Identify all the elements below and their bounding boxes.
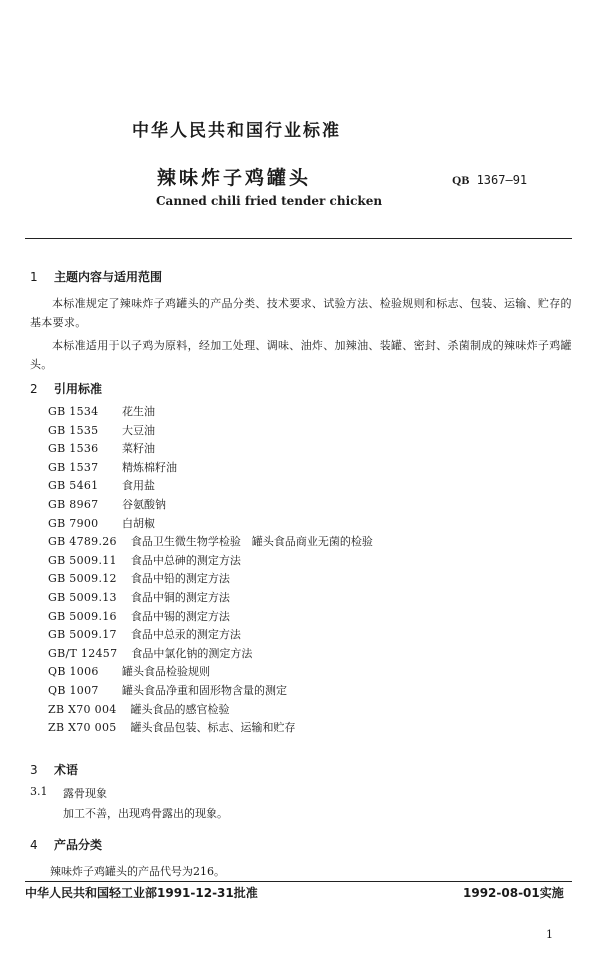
reference-item xyxy=(48,719,373,738)
page-number: 1 xyxy=(546,928,553,941)
reference-name: 食用盐 xyxy=(122,479,155,493)
reference-code: GB 1536 xyxy=(48,442,99,456)
reference-list xyxy=(48,403,373,738)
section-number: 2 xyxy=(30,382,38,396)
reference-item xyxy=(48,459,373,478)
reference-name: 食品中氯化钠的测定方法 xyxy=(131,646,253,660)
section-title: 主题内容与适用范围 xyxy=(54,270,163,284)
reference-item xyxy=(48,589,373,608)
reference-item xyxy=(48,533,373,552)
reference-item xyxy=(48,515,373,534)
reference-name: 谷氨酸钠 xyxy=(122,497,166,511)
reference-code: GB 5009.16 xyxy=(48,609,117,623)
section-1-paragraph-1: 本标准规定了辣味炸子鸡罐头的产品分类、技术要求、试验方法、检验规则和标志、包装、运输、贮存的基本要求。 xyxy=(30,297,572,329)
reference-item xyxy=(48,682,373,701)
reference-item xyxy=(48,552,373,571)
term-definition: 加工不善，出现鸡骨露出的现象。 xyxy=(63,807,228,820)
reference-name: 罐头食品检验规则 xyxy=(122,665,210,679)
section-title: 引用标准 xyxy=(54,382,103,396)
footer-divider xyxy=(25,881,572,882)
reference-name: 食品中锡的测定方法 xyxy=(130,609,230,623)
reference-name: 精炼棉籽油 xyxy=(122,460,177,474)
section-title: 术语 xyxy=(54,763,79,777)
section-4-heading xyxy=(30,836,102,853)
reference-name: 食品中总汞的测定方法 xyxy=(130,628,241,642)
reference-name: 大豆油 xyxy=(122,423,155,437)
reference-name: 食品中总砷的测定方法 xyxy=(130,553,241,567)
section-number: 3 xyxy=(30,763,38,777)
effective-date: 1992-08-01实施 xyxy=(463,886,564,900)
standard-code-prefix: QB xyxy=(452,173,470,187)
standard-code xyxy=(452,173,527,188)
reference-code: GB 8967 xyxy=(48,497,99,511)
reference-code: GB 5009.12 xyxy=(48,572,117,586)
term-name: 露骨现象 xyxy=(63,787,107,800)
reference-name: 花生油 xyxy=(122,405,155,418)
reference-code: GB 1535 xyxy=(48,423,99,437)
section-1-heading xyxy=(30,268,162,285)
reference-code: GB 7900 xyxy=(48,516,99,530)
reference-item xyxy=(48,663,373,682)
reference-item xyxy=(48,403,373,422)
reference-code: GB 5009.13 xyxy=(48,590,117,604)
standard-code-number: 1367—91 xyxy=(476,173,528,187)
reference-code: GB 5461 xyxy=(48,479,99,493)
reference-item xyxy=(48,477,373,496)
reference-code: ZB X70 005 xyxy=(48,721,117,735)
term-number: 3.1 xyxy=(30,785,48,798)
reference-name: 罐头食品的感官检验 xyxy=(130,702,230,716)
document-title-en: Canned chili fried tender chicken xyxy=(156,194,383,208)
reference-code: GB/T 12457 xyxy=(48,646,118,660)
document-title: 辣味炸子鸡罐头 xyxy=(157,167,312,189)
reference-code: GB 5009.17 xyxy=(48,628,117,642)
reference-name: 白胡椒 xyxy=(122,516,155,530)
reference-code: QB 1007 xyxy=(48,683,99,697)
reference-name: 食品中铅的测定方法 xyxy=(130,572,230,586)
reference-code: ZB X70 004 xyxy=(48,702,117,716)
reference-name: 食品卫生微生物学检验 罐头食品商业无菌的检验 xyxy=(130,535,373,549)
product-classification-text: 辣味炸子鸡罐头的产品代号为216。 xyxy=(50,865,225,878)
reference-item xyxy=(48,608,373,627)
header-divider xyxy=(25,238,572,239)
reference-item xyxy=(48,645,373,664)
reference-code: QB 1006 xyxy=(48,665,99,679)
section-3-heading xyxy=(30,761,78,778)
reference-code: GB 5009.11 xyxy=(48,553,117,567)
section-1-paragraph-2: 本标准适用于以子鸡为原料，经加工处理、调味、油炸、加辣油、装罐、密封、杀菌制成的辣味炸子鸡罐头。 xyxy=(30,339,572,371)
reference-item xyxy=(48,440,373,459)
section-number: 1 xyxy=(30,270,38,284)
section-number: 4 xyxy=(30,838,38,852)
reference-code: GB 1534 xyxy=(48,405,99,418)
reference-item xyxy=(48,570,373,589)
reference-name: 食品中铜的测定方法 xyxy=(130,590,230,604)
approval-date: 中华人民共和国轻工业部1991-12-31批准 xyxy=(25,886,258,900)
reference-name: 菜籽油 xyxy=(122,442,155,456)
reference-name: 罐头食品净重和固形物含量的测定 xyxy=(122,683,287,697)
reference-item xyxy=(48,701,373,720)
reference-item xyxy=(48,496,373,515)
reference-code: GB 1537 xyxy=(48,460,99,474)
reference-code: GB 4789.26 xyxy=(48,535,117,549)
reference-item xyxy=(48,626,373,645)
document-org-header: 中华人民共和国行业标准 xyxy=(132,121,341,141)
reference-name: 罐头食品包装、标志、运输和贮存 xyxy=(130,721,296,735)
section-2-heading xyxy=(30,380,102,397)
section-title: 产品分类 xyxy=(54,838,103,852)
reference-item xyxy=(48,422,373,441)
